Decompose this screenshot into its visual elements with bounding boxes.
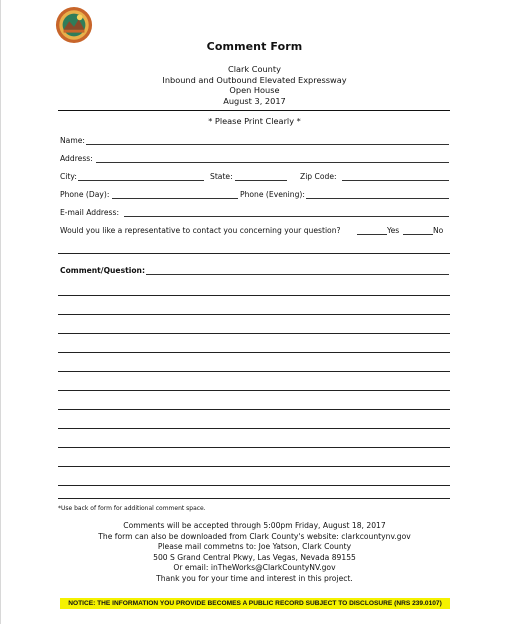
contact-yes-label: Yes (387, 226, 400, 235)
footer-line-mail-to: Please mail commetns to: Joe Yatson, Clark County (157, 542, 352, 552)
comment-line[interactable] (58, 333, 450, 334)
comment-line[interactable] (58, 314, 450, 315)
comment-first-line[interactable] (146, 274, 449, 275)
header-block (0, 64, 509, 106)
phone-evening-label: Phone (Evening): (240, 190, 305, 199)
contact-yes-input-line[interactable] (357, 234, 387, 235)
back-of-form-note: *Use back of form for additional comment space. (58, 505, 206, 512)
comment-line[interactable] (58, 498, 450, 499)
comment-line[interactable] (58, 390, 450, 391)
phone-day-input-line[interactable] (112, 198, 238, 199)
city-input-line[interactable] (78, 180, 204, 181)
zip-label: Zip Code: (300, 172, 337, 181)
section-divider (58, 253, 450, 254)
header-line-county: Clark County (228, 64, 281, 74)
footer-block (0, 521, 509, 585)
comment-label: Comment/Question: (60, 266, 145, 275)
clark-county-seal-icon (55, 6, 93, 44)
footer-line-address: 500 S Grand Central Pkwy, Las Vegas, Nevada 89155 (153, 552, 356, 562)
header-line-date: August 3, 2017 (223, 95, 286, 106)
phone-day-label: Phone (Day): (60, 190, 110, 199)
comment-line[interactable] (58, 466, 450, 467)
contact-question-label: Would you like a representative to contact you concerning your question? (60, 226, 341, 235)
state-input-line[interactable] (235, 180, 287, 181)
public-record-notice: NOTICE: THE INFORMATION YOU PROVIDE BECOMES A PUBLIC RECORD SUBJECT TO DISCLOSURE (NRS 239.0107) (60, 598, 450, 609)
header-line-project: Inbound and Outbound Elevated Expressway (162, 74, 347, 85)
header-divider (58, 110, 450, 111)
comment-line[interactable] (58, 409, 450, 410)
comment-line[interactable] (58, 428, 450, 429)
phone-evening-input-line[interactable] (306, 198, 449, 199)
zip-input-line[interactable] (342, 180, 449, 181)
name-label: Name: (60, 136, 85, 145)
header-line-event: Open House (229, 85, 280, 95)
footer-line-thanks: Thank you for your time and interest in this project. (156, 573, 353, 583)
print-clearly-note: * Please Print Clearly * (208, 116, 301, 126)
contact-no-label: No (433, 226, 444, 235)
name-input-line[interactable] (86, 144, 449, 145)
address-input-line[interactable] (96, 162, 449, 163)
email-label: E-mail Address: (60, 208, 120, 217)
comment-line[interactable] (58, 295, 450, 296)
comment-line[interactable] (58, 447, 450, 448)
footer-line-email: Or email: inTheWorks@ClarkCountyNV.gov (173, 563, 336, 573)
footer-line-download: The form can also be downloaded from Clark County's website: clarkcountynv.gov (98, 531, 411, 541)
city-label: City: (60, 172, 77, 181)
state-label: State: (210, 172, 233, 181)
comment-line[interactable] (58, 371, 450, 372)
comment-line[interactable] (58, 352, 450, 353)
address-label: Address: (60, 154, 93, 163)
email-input-line[interactable] (124, 216, 449, 217)
contact-no-input-line[interactable] (403, 234, 433, 235)
form-title: Comment Form (206, 40, 303, 53)
comment-line[interactable] (58, 485, 450, 486)
footer-line-deadline: Comments will be accepted through 5:00pm Friday, August 18, 2017 (123, 521, 386, 530)
